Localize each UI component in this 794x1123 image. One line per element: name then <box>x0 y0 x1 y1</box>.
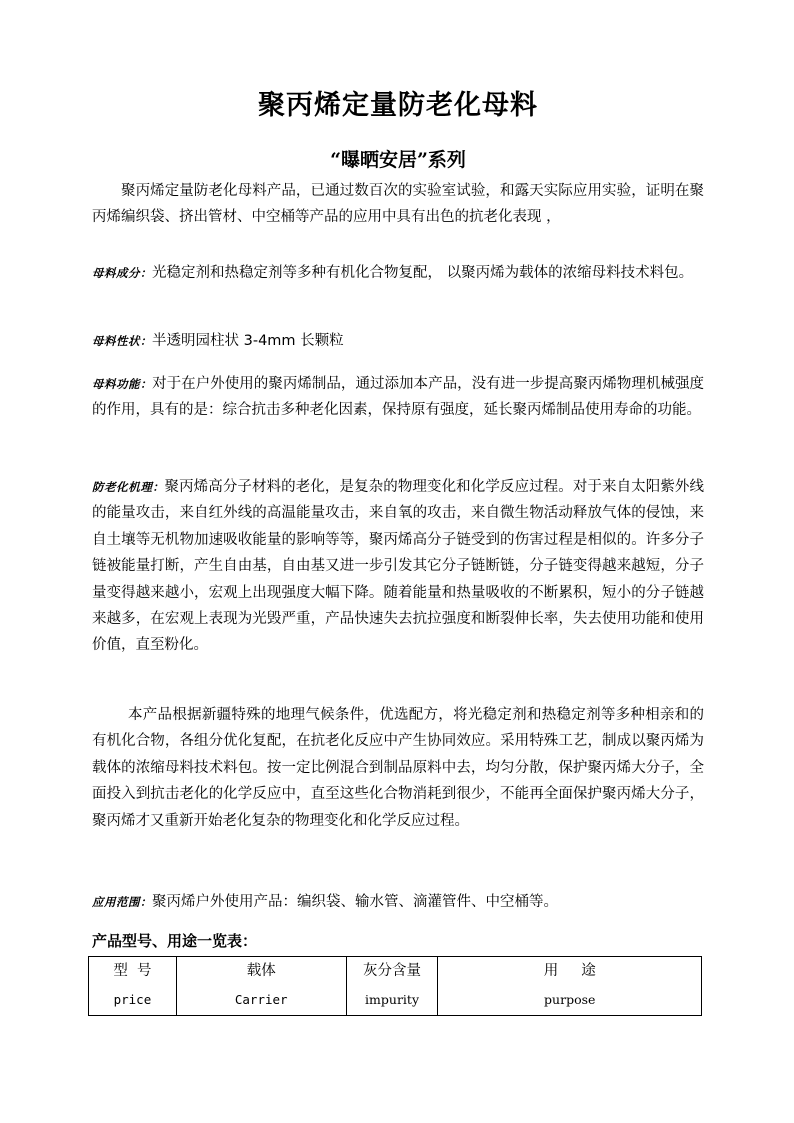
product-table <box>88 956 702 1016</box>
shape-paragraph <box>92 328 704 354</box>
function-text: 对于在户外使用的聚丙烯制品，通过添加本产品，没有进一步提高聚丙烯物理机械强度的作用，具有的是：综合抗击多种老化因素，保持原有强度，延长聚丙烯制品使用寿命的功能。 <box>92 376 705 419</box>
product-text: 本产品根据新疆特殊的地理气候条件，优选配方，将光稳定剂和热稳定剂等多种相亲和的有机化合物，各组分优化复配，在抗老化反应中产生协同效应。采用特殊工艺，制成以聚丙烯为载体的浓缩母料技术料包。按一定比例混合到制品原料中去，均匀分散，保护聚丙烯大分子，全面投入到抗击老化的化学反应中，直至这些化合物消耗到很少，不能再全面保护聚丙烯大分子，聚丙烯才又重新开始老化复杂的物理变化和化学反应过程。 <box>92 707 704 829</box>
table-heading: 产品型号、用途一览表： <box>92 932 258 950</box>
intro-text: 聚丙烯定量防老化母料产品，已通过数百次的实验室试验，和露天实际应用实验，证明在聚丙烯编织袋、挤出管材、中空桶等产品的应用中具有出色的抗老化表现 ， <box>92 183 704 226</box>
composition-text: 光稳定剂和热稳定剂等多种有机化合物复配， 以聚丙烯为载体的浓缩母料技术料包。 <box>152 265 694 281</box>
header-purpose-en: purpose <box>438 985 702 1016</box>
header-price-en: price <box>89 985 177 1016</box>
shape-label: 母料性状： <box>92 334 152 348</box>
header-carrier: 载体 <box>176 957 346 986</box>
function-label: 母料功能： <box>92 377 153 391</box>
table-header-row-cn <box>89 957 702 986</box>
composition-label: 母料成分： <box>92 266 152 280</box>
header-ash: 灰分含量 <box>346 957 438 986</box>
document-title: 聚丙烯定量防老化母料 <box>258 90 538 121</box>
header-model: 型 号 <box>89 957 177 986</box>
application-label: 应用范围： <box>92 895 152 909</box>
mechanism-text: 聚丙烯高分子材料的老化，是复杂的物理变化和化学反应过程。对于来自太阳紫外线的能量攻击，来自红外线的高温能量攻击，来自氧的攻击，来自微生物活动释放气体的侵蚀，来自土壤等无机物加速吸收能量的影响等等，聚丙烯高分子链受到的伤害过程是相似的。许多分子链被能量打断，产生自由基，自由基又进一步引发其它分子链断链，分子链变得越来越短，分子量变得越来越小，宏观上出现强度大幅下降。随着能量和热量吸收的不断累积，短小的分子链越来越多，在宏观上表现为光毁严重，产品快速失去抗拉强度和断裂伸长率，失去使用功能和使用价值，直至粉化。 <box>92 479 704 654</box>
header-impurity-en: impurity <box>346 985 438 1016</box>
header-carrier-en: Carrier <box>176 985 346 1016</box>
function-paragraph <box>92 371 704 424</box>
document-subtitle: “曝晒安居”系列 <box>330 149 466 171</box>
product-paragraph <box>92 702 704 834</box>
application-paragraph <box>92 889 704 915</box>
intro-paragraph <box>92 178 704 231</box>
shape-text: 半透明园柱状 3-4mm 长颗粒 <box>152 333 344 349</box>
table-header-row-en <box>89 985 702 1016</box>
mechanism-paragraph <box>92 474 704 659</box>
composition-paragraph <box>92 257 704 289</box>
application-text: 聚丙烯户外使用产品：编织袋、输水管、滴灌管件、中空桶等。 <box>152 894 558 910</box>
header-purpose: 用 途 <box>438 957 702 986</box>
mechanism-label: 防老化机理： <box>92 480 165 494</box>
